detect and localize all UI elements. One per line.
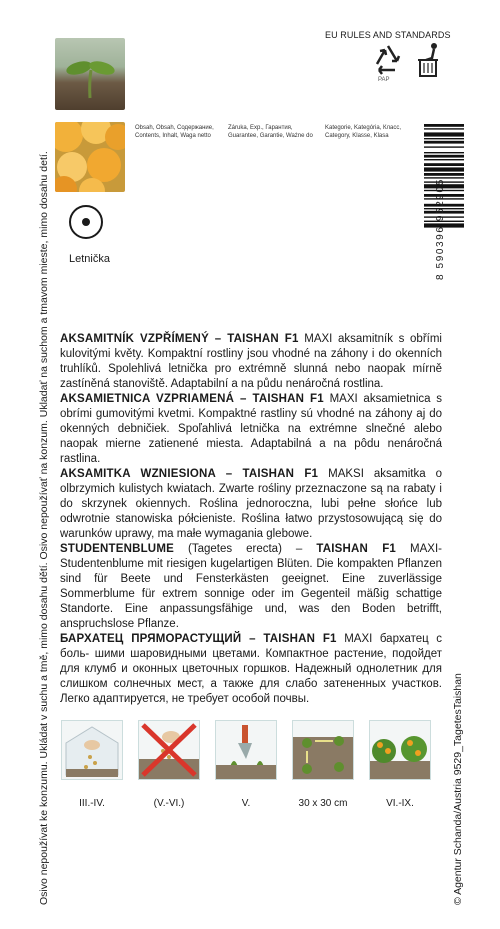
- step-label-flowering: VI.-IX.: [386, 798, 414, 809]
- contents-label-line: Contents, Inhalt, Waga netto: [135, 133, 211, 139]
- spacing-step-icon: [292, 720, 354, 780]
- full-sun-icon: [69, 205, 103, 239]
- guarantee-label-line: Záruka, Exp., Гарантия,: [228, 125, 293, 131]
- guarantee-label-line: Guarantee, Garantie, Ważne do: [228, 133, 313, 139]
- eu-rules-title: EU RULES AND STANDARDS: [325, 30, 451, 40]
- description-block: [60, 332, 442, 707]
- description-pl: AKSAMITKA WZNIESIONA – TAISHAN F1 MAKSI aksamitka o olbrzymich kulistych kwiatach. Zwarte rośliny przeznaczone są na rabaty i do skrzynek okiennych. Roślina jednoroczna, lubi pełne słońce lub odwrotnie stanowiska półcieniste. Roślina łatwo przystosowującą się do warunków uprawy, ma małe wymagania glebowe.: [60, 468, 442, 540]
- contents-label-line: Obsah, Obsah, Содержание,: [135, 125, 214, 131]
- description-ru: БАРХАТЕЦ ПРЯМОРАСТУЩИЙ – TAISHAN F1 MAXI бархатец с боль- шими шаровидными цветами. Компактное растение, подойдет для клумб и оконных цветочных горшков. Надежный однолетник для слишком солнечных мест, а также для слабо затененных участков. Легко адаптируется, не требует особой почвы.: [60, 633, 443, 705]
- description-cs: AKSAMITNÍK VZPŘÍMENÝ – TAISHAN F1 MAXI aksamitník s obřími kulovitými květy. Kompaktní rostliny jsou vhodné na záhony i do okenních truhlíků. Spolehlivá letnička pro extrémně slunná nebo naopak mírně zastíněná stanoviště. Adaptabilní a na půdu nenáročná rostlina.: [60, 333, 442, 390]
- category-label-line: Kategorie, Kategória, Класс,: [325, 125, 402, 131]
- step-label-spacing: 30 x 30 cm: [298, 798, 348, 809]
- copyright-text: © Agentur Schanda/Austria 9529_TagetesTaishan: [452, 673, 464, 905]
- sowing-indoor-step-icon: [61, 720, 123, 780]
- side-warning-text: Osivo nepoužívat ke konzumu. Ukládat v suchu a tmě, mimo dosahu dětí. Osivo nepoužívať na konzum. Ukladať na suchom a tmavom mieste, mimo dosahu detí.: [38, 151, 50, 905]
- annual-label: Letnička: [69, 253, 110, 265]
- marigold-photo: [55, 122, 125, 192]
- recycling-icon: [370, 42, 406, 76]
- sowing-outdoor-step-icon: [138, 720, 200, 780]
- bin-disposal-icon: [414, 40, 444, 80]
- step-label-sowing-outdoor: (V.-VI.): [153, 798, 185, 809]
- transplant-step-icon: [215, 720, 277, 780]
- pap-label: PAP: [378, 77, 390, 83]
- description-de: STUDENTENBLUME (Tagetes erecta) – TAISHAN F1 MAXI- Studentenblume mit riesigen kugelartigen Blüten. Die kompakten Pflanzen sind für Beete und Fensterkästen geeignet. Eine zuverlässige Sommerblume für extrem sonnige oder im Gegenteil mäßig schattige Standorte. Eine anpassungsfähige und, was den Boden betrifft, anspruchslose Pflanze.: [60, 543, 442, 630]
- step-label-transplant: V.: [241, 798, 251, 809]
- step-label-sowing-indoor: III.-IV.: [79, 798, 105, 809]
- flowering-step-icon: [369, 720, 431, 780]
- barcode-number: 8 590396 952905: [435, 178, 446, 280]
- description-sk: AKSAMIETNICA VZPRIAMENÁ – TAISHAN F1 MAXI aksamietnica s obrími gumovitými kvetmi. Kompaktné rastliny sú vhodné na záhony aj do okenných debničiek. Spoľahlivá letnička na extrémne slnečné alebo naopak mierne zatienené miesta. Adaptabilná a na pôdu nenáročná rastlina.: [60, 393, 442, 465]
- category-label-line: Category, Klasse, Klasa: [325, 133, 389, 139]
- seedling-photo: [55, 38, 125, 110]
